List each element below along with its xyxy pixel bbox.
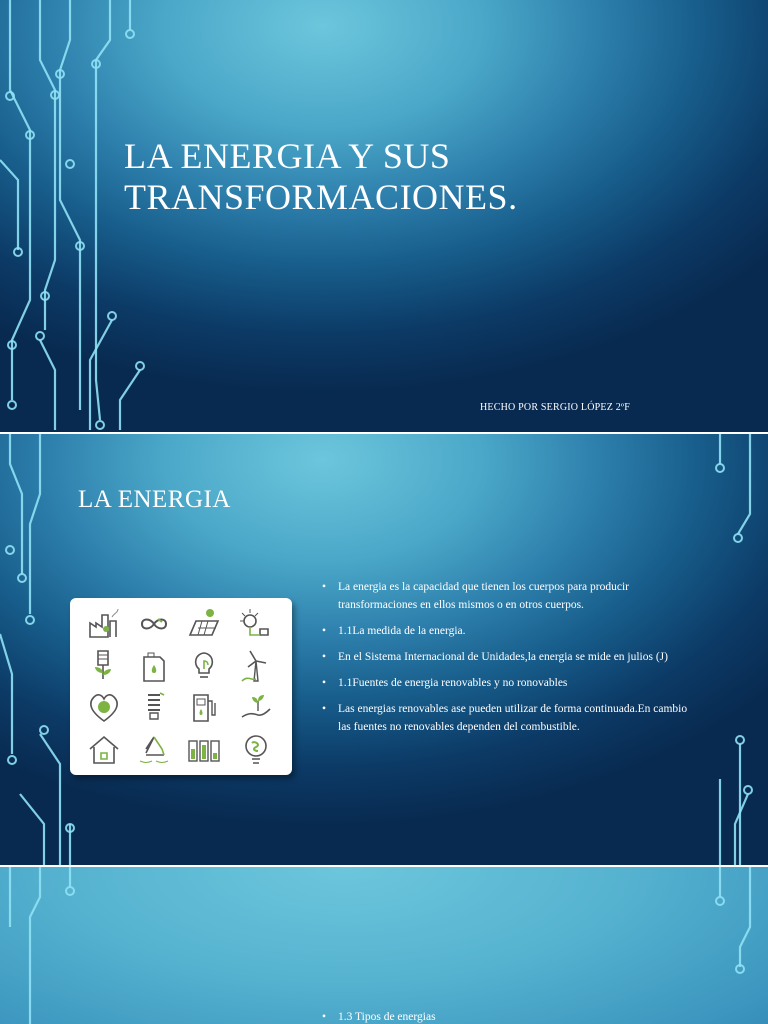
eco-bulb-icon — [84, 648, 124, 684]
recycle-icon — [134, 732, 174, 768]
circuit-decoration — [0, 867, 768, 1024]
lightbulb-icon — [184, 648, 224, 684]
bullet-item: • 1.3 Tipos de energias — [322, 1011, 436, 1023]
wind-turbine-icon — [236, 648, 276, 684]
fuel-can-icon — [134, 648, 174, 684]
title-line-2: TRANSFORMACIONES. — [124, 177, 518, 217]
earth-bulb-icon — [236, 732, 276, 768]
cfl-bulb-icon — [134, 690, 174, 726]
slide-energy — [0, 434, 768, 865]
title-line-1: LA ENERGIA Y SUS — [124, 136, 451, 176]
plug-icon — [236, 606, 276, 642]
bullet-item: • 1.1Fuentes de energia renovables y no ronovables — [322, 674, 692, 692]
slide-title — [0, 0, 768, 432]
slide-heading: LA ENERGIA — [78, 486, 231, 513]
heart-earth-icon — [84, 690, 124, 726]
hand-plant-icon — [236, 690, 276, 726]
bullet-item: • Las energias renovables ase pueden utilizar de forma continuada.En cambio las fuentes no renovables dependen del combustible. — [322, 700, 692, 736]
energy-bullet-list — [322, 578, 692, 744]
author-byline: HECHO POR SERGIO LÓPEZ 2ºF — [480, 402, 630, 413]
battery-icon — [184, 732, 224, 768]
slide-title-heading — [124, 136, 644, 218]
energy-icons-image — [70, 598, 292, 775]
factory-icon — [84, 606, 124, 642]
eco-house-icon — [84, 732, 124, 768]
bullet-item: • La energia es la capacidad que tienen los cuerpos para producir transformaciones en ellos mismos o en otros cuerpos. — [322, 578, 692, 614]
fuel-pump-icon — [184, 690, 224, 726]
bullet-item: • En el Sistema Internacional de Unidades,la energia se mide en julios (J) — [322, 648, 692, 666]
solar-panel-icon — [184, 606, 224, 642]
infinity-icon — [134, 606, 174, 642]
slide-energy-types — [0, 867, 768, 1024]
bullet-item: • 1.1La medida de la energia. — [322, 622, 692, 640]
